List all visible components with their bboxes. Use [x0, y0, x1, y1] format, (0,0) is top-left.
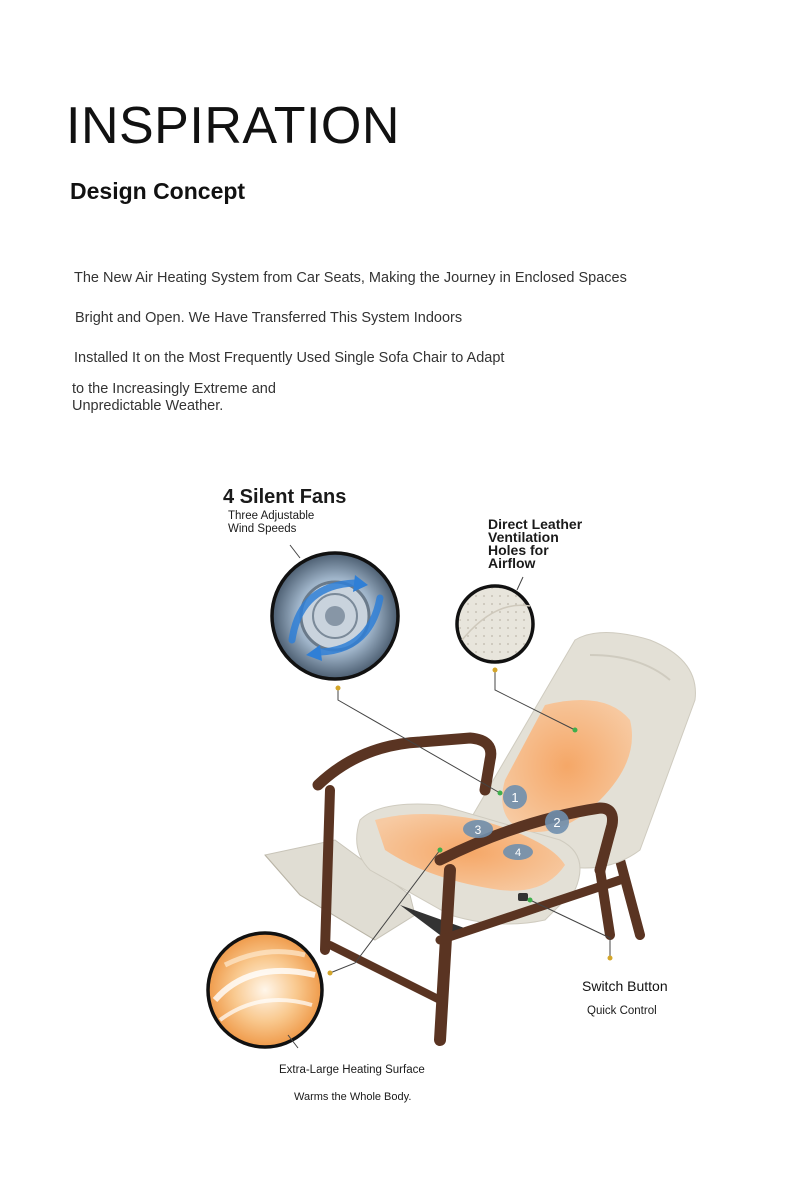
target-dot — [528, 898, 533, 903]
switch-callout-subtitle: Quick Control — [587, 1005, 657, 1017]
fans-callout-subtitle — [228, 510, 314, 536]
fan-badge-3 — [463, 820, 493, 838]
fans-sub-line-2: Wind Speeds — [228, 523, 297, 535]
description-line-3: Installed It on the Most Frequently Used Single Sofa Chair to Adapt — [74, 350, 505, 366]
leather-vent-detail-circle — [457, 586, 533, 662]
target-dot — [573, 728, 578, 733]
chair-illustration — [0, 470, 790, 1130]
fan-badge-label: 4 — [514, 847, 522, 859]
fan-badge-label: 2 — [553, 815, 561, 830]
description-line-4b: Unpredictable Weather. — [72, 398, 224, 414]
description-line-4 — [72, 381, 276, 415]
heat-callout-subtitle: Warms the Whole Body. — [294, 1091, 412, 1103]
fan-badge-4 — [503, 844, 533, 860]
vent-line-2: Ventilation — [488, 529, 559, 545]
target-dot — [438, 848, 443, 853]
leader-dot — [336, 686, 341, 691]
description-line-2: Bright and Open. We Have Transferred This System Indoors — [75, 310, 463, 326]
switch-callout-title: Switch Button — [582, 978, 668, 994]
fans-callout-title: 4 Silent Fans — [223, 486, 347, 508]
fan-badge-label: 1 — [511, 790, 519, 805]
fan-badge-2 — [545, 810, 569, 834]
fan-badge-1 — [503, 785, 527, 809]
section-subtitle: Design Concept — [70, 178, 246, 204]
vent-line-3: Holes for — [488, 542, 549, 558]
vent-line-4: Airflow — [488, 555, 536, 571]
vent-callout — [488, 518, 582, 570]
description-line-1: The New Air Heating System from Car Seats, Making the Journey in Enclosed Spaces — [74, 270, 627, 286]
leader-dot — [608, 956, 613, 961]
leader-dot — [493, 668, 498, 673]
fans-sub-line-1: Three Adjustable — [228, 510, 315, 522]
page-title: INSPIRATION — [66, 97, 400, 155]
target-dot — [498, 791, 503, 796]
heat-callout-title: Extra-Large Heating Surface — [279, 1064, 425, 1076]
fan-detail-circle — [272, 553, 398, 679]
description-line-4a: to the Increasingly Extreme and — [72, 381, 276, 397]
vent-line-1: Direct Leather — [488, 516, 583, 532]
heat-detail-circle — [208, 933, 322, 1047]
fan-badge-label: 3 — [474, 823, 482, 837]
leader-dot — [328, 971, 333, 976]
